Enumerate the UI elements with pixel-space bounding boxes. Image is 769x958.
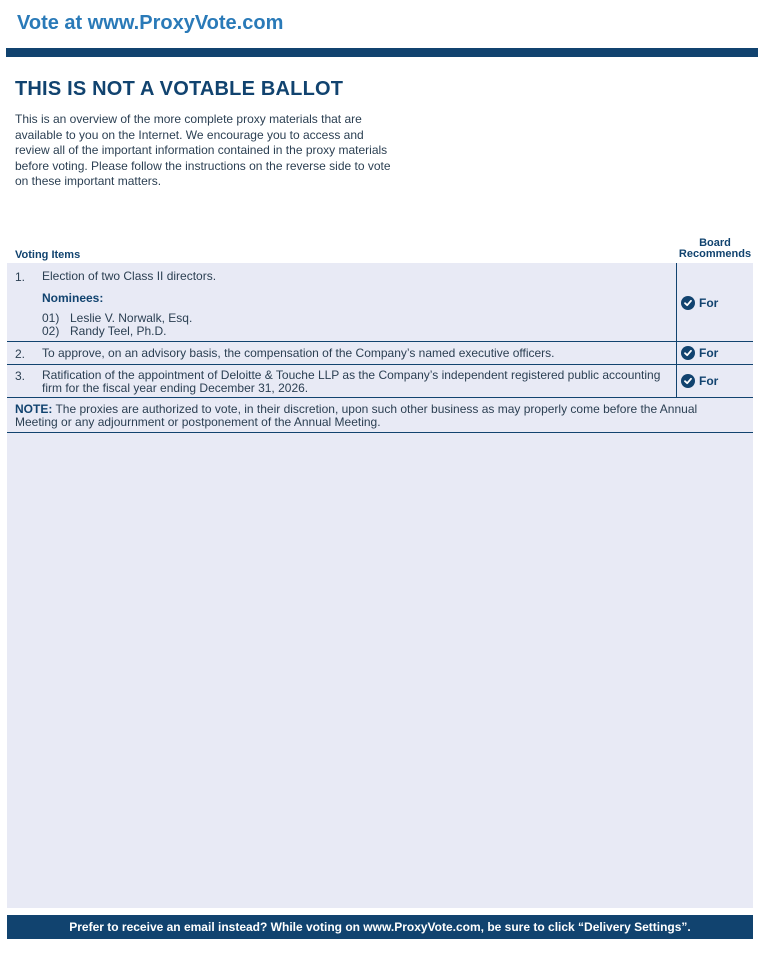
nominee	[42, 325, 167, 338]
item-number: 2.	[15, 347, 26, 361]
board-header-line2: Recommends	[678, 248, 752, 260]
check-circle-icon	[681, 346, 695, 360]
recommendation	[681, 296, 718, 310]
item-number: 1.	[15, 270, 26, 284]
row-divider	[7, 397, 753, 398]
header-divider	[6, 48, 758, 57]
nominee-name: Randy Teel, Ph.D.	[70, 324, 167, 338]
item-number: 3.	[15, 369, 26, 383]
site-title: Vote at www.ProxyVote.com	[17, 12, 284, 34]
board-header-line1: Board	[699, 237, 731, 249]
recommendation-label: For	[699, 374, 719, 388]
nominee-name: Leslie V. Norwalk, Esq.	[70, 311, 193, 325]
check-circle-icon	[681, 374, 695, 388]
intro-paragraph: This is an overview of the more complete proxy materials that are available to you on the Internet. We encourage you to access and review all of the important information contained in the proxy materials before voting. Please follow the instructions on the reverse side to vote on these important matters.	[15, 112, 391, 188]
footer-text: Prefer to receive an email instead? While voting on www.ProxyVote.com, be sure to click “Delivery Settings”.	[69, 920, 691, 934]
note	[15, 403, 715, 429]
recommendation	[681, 346, 718, 360]
footer-banner	[7, 915, 753, 939]
nominees-label: Nominees:	[42, 291, 104, 305]
note-text: The proxies are authorized to vote, in their discretion, upon such other business as may properly come before the Annual Meeting or any adjournment or postponement of the Annual Meeting.	[15, 402, 698, 429]
column-divider	[676, 263, 677, 397]
item-text: Election of two Class II directors.	[42, 269, 217, 283]
check-circle-icon	[681, 296, 695, 310]
item-text: Ratification of the appointment of Deloitte & Touche LLP as the Company’s independent registered public accounting firm for the fiscal year ending December 31, 2026.	[42, 368, 661, 395]
board-recommends-header	[676, 238, 754, 260]
recommendation-label: For	[699, 346, 719, 360]
item-text: To approve, on an advisory basis, the compensation of the Company’s named executive officers.	[42, 346, 555, 360]
row-divider	[7, 432, 753, 433]
voting-items-header: Voting Items	[15, 249, 81, 261]
recommendation	[681, 374, 718, 388]
nominee-number: 02)	[42, 324, 60, 338]
note-label: NOTE:	[15, 402, 53, 416]
row-divider	[7, 341, 753, 342]
row-divider	[7, 364, 753, 365]
nominee-number: 01)	[42, 311, 60, 325]
recommendation-label: For	[699, 296, 719, 310]
page-title: THIS IS NOT A VOTABLE BALLOT	[15, 78, 344, 100]
